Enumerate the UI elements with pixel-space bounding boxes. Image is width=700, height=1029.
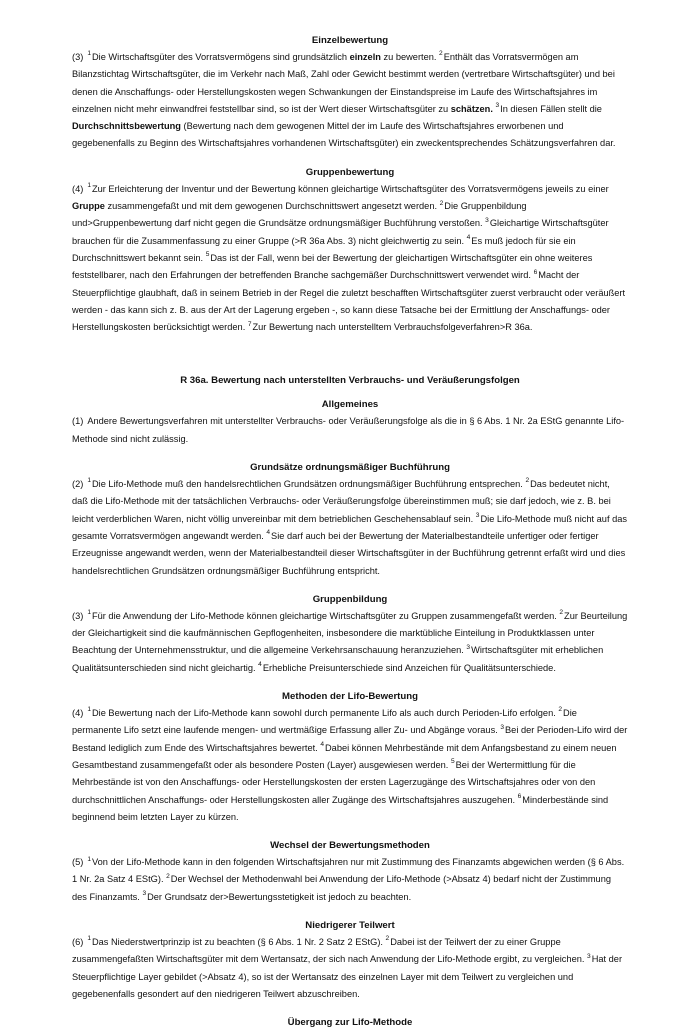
sentence-number: 1 bbox=[87, 609, 91, 617]
paragraph bbox=[72, 705, 628, 826]
text-run: Das bedeutet nicht, daß die Lifo-Methode mit der tatsächlichen Verbrauchs- oder Veräußerungsfolge übereinstimmen muß; sie darf jedoch, wie z. B. bei leicht verderblichen Waren, nicht völlig unvereinbar mit dem betrieblichen Geschehensablauf sein. bbox=[72, 479, 611, 524]
sentence-number: 2 bbox=[525, 477, 530, 485]
paragraph bbox=[72, 934, 628, 1003]
text-run: Für die Anwendung der Lifo-Methode können gleichartige Wirtschaftsgüter zu Gruppen zusammengefaßt werden. bbox=[91, 610, 560, 621]
sentence-number: 1 bbox=[87, 855, 91, 863]
sentence-number: 1 bbox=[87, 935, 91, 943]
sentence-number: 6 bbox=[533, 268, 538, 276]
sentence-number: 5 bbox=[205, 251, 210, 259]
text-run: Andere Bewertungsverfahren mit unterstellter Verbrauchs- oder Veräußerungsfolge als die in § 6 Abs. 1 Nr. 2a EStG genannte Lifo-Methode sind nicht zulässig. bbox=[72, 416, 625, 444]
text-run: Der Grundsatz der>Bewertungsstetigkeit ist jedoch zu beachten. bbox=[147, 891, 412, 902]
text-run: Das ist der Fall, wenn bei der Bewertung der gleichartigen Wirtschaftsgüter ein ohne weiteres feststellbarer, nach den Erfahrungen der betreffenden Branche sachgemäßer Durchschnittswert verwendet wird. bbox=[72, 252, 593, 281]
text-run: Die Lifo-Methode muß nicht auf das gesamte Vorratsvermögen angewandt werden. bbox=[72, 513, 628, 541]
paragraph-number: (2) bbox=[72, 479, 84, 490]
sentence-number: 2 bbox=[558, 706, 563, 714]
text-run: Es muß jedoch für sie ein Durchschnittswert bekannt sein. bbox=[72, 235, 576, 263]
text-run: Hat der Steuerpflichtige Layer gebildet (>Absatz 4), so ist der Wertansatz des einzelnen Layer mit dem Teilwert zu vergleichen und gegebenenfalls gesondert auf den niedrigeren Teilwert abzuschreiben. bbox=[72, 954, 623, 999]
sentence-number: 2 bbox=[439, 50, 443, 58]
sentence-number: 1 bbox=[87, 477, 91, 485]
emphasized-term: schätzen. bbox=[450, 103, 493, 114]
sentence-number: 4 bbox=[320, 741, 324, 749]
text-run: Die Gruppenbildung und>Gruppenbewertung darf nicht gegen die Grundsätze ordnungsmäßiger Buchführung verstoßen. bbox=[72, 201, 527, 229]
paragraph-number: (3) bbox=[72, 52, 84, 62]
sentence-number: 2 bbox=[166, 872, 170, 880]
section-heading: Einzelbewertung bbox=[311, 35, 389, 46]
text-run: Gleichartige Wirtschaftsgüter brauchen für die Zusammenfassung zu einer Gruppe (>R 36a Abs. 3) nicht gleichwertig zu sein. bbox=[72, 218, 609, 246]
paragraph-number: (6) bbox=[72, 936, 84, 947]
text-run: Dabei können Mehrbestände mit dem Anfangsbestand zu einem neuen Gesamtbestand zusammengefaßt oder als besondere Posten (Layer) ausgewiesen werden. bbox=[72, 742, 617, 770]
sentence-number: 3 bbox=[485, 216, 489, 224]
paragraph-number: (5) bbox=[72, 857, 84, 868]
section-heading: R 36a. Bewertung nach unterstellten Verbrauchs- und Veräußerungsfolgen bbox=[180, 375, 520, 387]
paragraph bbox=[72, 608, 628, 677]
paragraph-number: (3) bbox=[72, 610, 84, 621]
sentence-number: 1 bbox=[87, 706, 91, 714]
emphasized-term: Durchschnittsbewertung bbox=[72, 121, 181, 132]
emphasized-term: Gruppe bbox=[72, 201, 105, 212]
paragraph-number: (4) bbox=[72, 183, 84, 194]
paragraph bbox=[72, 181, 628, 337]
text-run: Die Wirtschaftsgüter des Vorratsvermögens sind grundsätzlich bbox=[91, 52, 350, 62]
paragraph bbox=[72, 49, 628, 153]
paragraph-number: (1) bbox=[72, 416, 84, 427]
text-run: Der Wechsel der Methodenwahl bei Anwendung der Lifo-Methode (>Absatz 4) bedarf nicht der Zustimmung des Finanzamts. bbox=[72, 874, 611, 902]
sentence-number: 4 bbox=[258, 661, 262, 669]
text-run: Zur Bewertung nach unterstelltem Verbrauchsfolgeverfahren>R 36a. bbox=[252, 322, 533, 333]
text-run: Wirtschaftsgüter mit erheblichen Qualitätsunterschieden sind nicht gleichartig. bbox=[72, 645, 604, 673]
section-heading: Niedrigerer Teilwert bbox=[305, 919, 395, 931]
sentence-number: 1 bbox=[87, 50, 91, 58]
text-run: Zur Erleichterung der Inventur und der Bewertung können gleichartige Wirtschaftsgüter des Vorratsvermögens jeweils zu einer bbox=[91, 183, 609, 194]
sentence-number: 5 bbox=[450, 758, 455, 766]
section-heading: Wechsel der Bewertungsmethoden bbox=[270, 840, 430, 852]
text-run: Sie darf auch bei der Bewertung der Materialbestandteile unfertiger oder fertiger Erzeugnisse angewandt werden, wenn der Materialbestandteil dieser Wirtschaftsgüter in der Buchführung getrennt erfaßt wird und dies handelsrechtlichen Grundsätzen ordnungsmäßiger Buchführung entspricht. bbox=[72, 530, 626, 576]
text-run: Bei der Perioden-Lifo wird der Bestand lediglich zum Ende des Wirtschaftsjahres bewertet. bbox=[72, 725, 628, 753]
sentence-number: 3 bbox=[495, 102, 500, 110]
paragraph-number: (4) bbox=[72, 708, 84, 719]
section-heading: Grundsätze ordnungsmäßiger Buchführung bbox=[250, 462, 450, 474]
paragraph bbox=[72, 476, 628, 580]
sentence-number: 7 bbox=[247, 320, 252, 328]
text-run: zusammengefaßt und mit dem gewogenen Durchschnittswert angesetzt werden. bbox=[104, 201, 440, 212]
sentence-number: 3 bbox=[500, 723, 504, 731]
text-run: Zur Beurteilung der Gleichartigkeit sind die kaufmännischen Gepflogenheiten, insbesondere die marktübliche Einteilung in Produktklassen unter Beachtung der Unternehmensstruktur, und die allgemeine Verkehrsanschauung heranzuziehen. bbox=[72, 610, 628, 656]
text-run: Das Niederstwertprinzip ist zu beachten (§ 6 Abs. 1 Nr. 2 Satz 2 EStG). bbox=[91, 936, 386, 947]
text-run: Dabei ist der Teilwert der zu einer Gruppe zusammengefaßten Wirtschaftsgüter mit dem Wertansatz, der sich nach Anwendung der Lifo-Methode ergibt, zu vergleichen. bbox=[72, 936, 588, 965]
text-run: Die Bewertung nach der Lifo-Methode kann sowohl durch permanente Lifo als auch durch Perioden-Lifo erfolgen. bbox=[91, 708, 559, 719]
text-run: Die Lifo-Methode muß den handelsrechtlichen Grundsätzen ordnungsmäßiger Buchführung entsprechen. bbox=[91, 479, 526, 490]
text-run: Bei der Wertermittlung für die Mehrbestände ist von den Anschaffungs- oder Herstellungskosten der ersten Lagerzugänge des Wirtschaftsjahres oder von den durchschnittlichen Anschaffungs- oder Herstellungskosten aller Zugänge des Wirtschaftsjahres auszugehen. bbox=[72, 759, 596, 805]
text-run: Macht der Steuerpflichtige glaubhaft, daß in seinem Betrieb in der Regel die zuletzt beschafften Wirtschaftsgüter zuerst verbraucht oder veräußert werden - das kann sich z. B. aus der Art der Lagerung ergeben -, so kann diese Tatsache bei der Ermittlung der Anschaffungs- oder Herstellungskosten berücksichtigt werden. bbox=[72, 270, 626, 333]
text-run: (Bewertung nach dem gewogenen Mittel der im Laufe des Wirtschaftsjahres erworbenen und gegebenenfalls zu Beginn des Wirtschaftsjahres vorhandenen Wirtschaftsgüter) ein zweckentsprechendes Schätzungsverfahren dar. bbox=[72, 121, 616, 149]
text-run: Enthält das Vorratsvermögen am Bilanzstichtag Wirtschaftsgüter, die im Verkehr nach Maß, Zahl oder Gewicht bestimmt werden (vertretbare Wirtschaftsgüter) und bei denen die Anschaffungs- oder Herstellungskosten wegen Schwankungen der Einstandspreise im Laufe des Wirtschaftsjahres im einzelnen nicht mehr einwandfrei feststellbar sind, so ist der Wert dieser Wirtschaftsgüter zu bbox=[72, 52, 615, 114]
sentence-number: 2 bbox=[559, 609, 564, 617]
section-heading: Gruppenbewertung bbox=[305, 166, 395, 178]
section-heading: Methoden der Lifo-Bewertung bbox=[282, 691, 418, 703]
text-run: In diesen Fällen stellt die bbox=[500, 103, 602, 114]
section-heading: Übergang zur Lifo-Methode bbox=[287, 1017, 413, 1029]
text-run: Erhebliche Preisunterschiede sind Anzeichen für Qualitätsunterschiede. bbox=[262, 662, 556, 673]
sentence-number: 3 bbox=[587, 952, 591, 960]
sentence-number: 3 bbox=[142, 890, 147, 898]
sentence-number: 6 bbox=[517, 792, 522, 800]
sentence-number: 1 bbox=[87, 182, 91, 190]
document-page bbox=[72, 34, 628, 1029]
sentence-number: 2 bbox=[439, 199, 444, 207]
sentence-number: 2 bbox=[385, 935, 390, 943]
paragraph bbox=[72, 854, 628, 906]
text-run: Minderbestände sind beginnend beim letzten Layer zu kürzen. bbox=[72, 794, 609, 822]
sentence-number: 4 bbox=[466, 234, 471, 242]
sentence-number: 3 bbox=[466, 643, 471, 651]
paragraph bbox=[72, 413, 628, 448]
text-run: Die permanente Lifo setzt eine laufende mengen- und wertmäßige Erfassung aller Zu- und Abgänge voraus. bbox=[72, 708, 577, 736]
sentence-number: 4 bbox=[266, 529, 271, 537]
text-run: Von der Lifo-Methode kann in den folgenden Wirtschaftsjahren nur mit Zustimmung des Finanzamts abgewichen werden (§ 6 Abs. 1 Nr. 2a Satz 4 EStG). bbox=[72, 857, 625, 885]
sentence-number: 3 bbox=[475, 512, 480, 520]
emphasized-term: einzeln bbox=[349, 52, 381, 62]
section-heading: Gruppenbildung bbox=[312, 593, 388, 605]
text-run: zu bewerten. bbox=[380, 52, 440, 62]
section-heading: Allgemeines bbox=[321, 399, 379, 411]
